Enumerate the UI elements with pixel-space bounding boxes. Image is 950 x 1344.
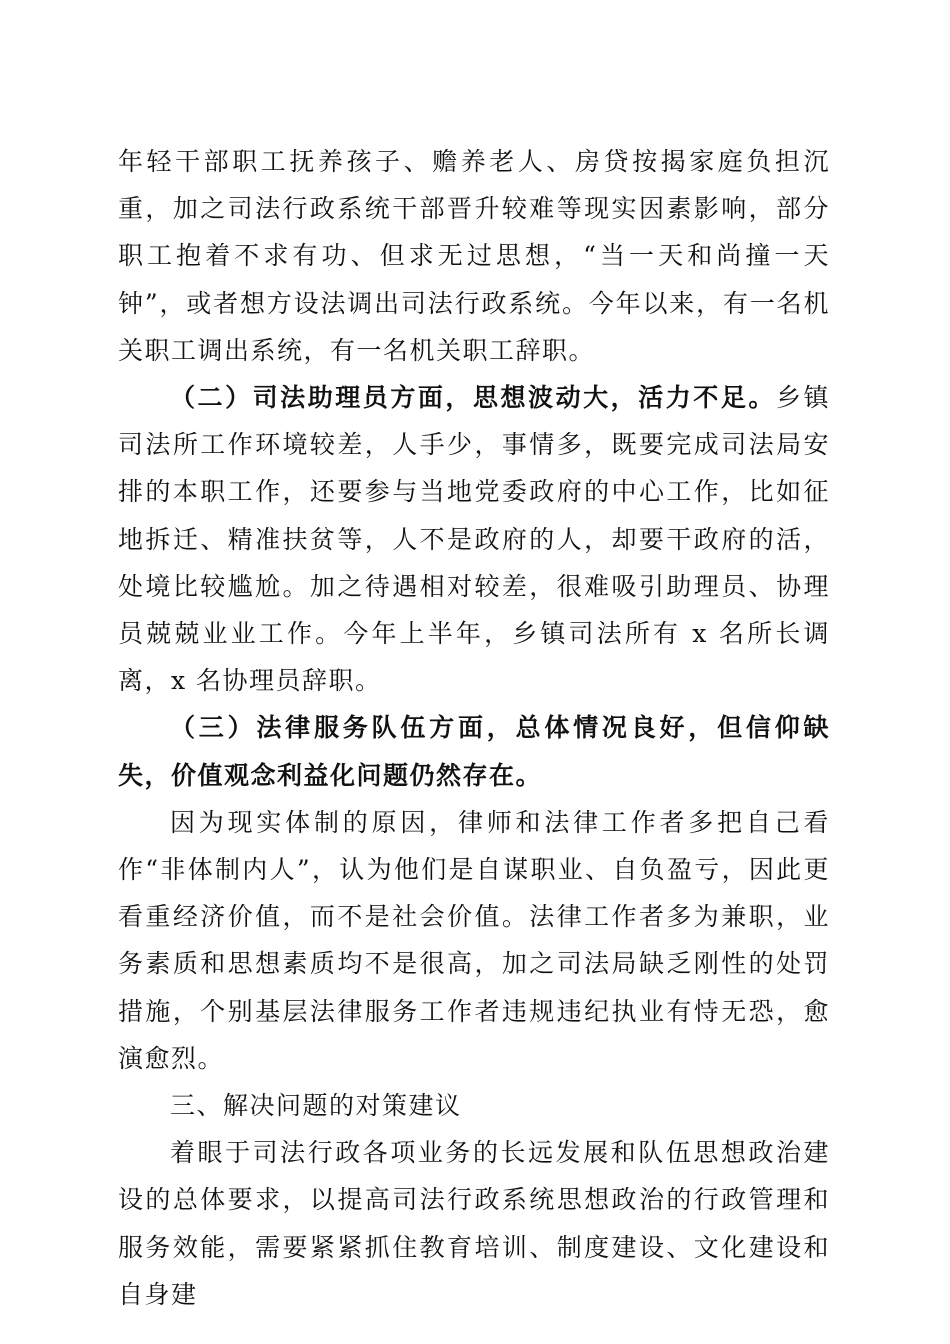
- paragraph-continuation: [118, 138, 830, 374]
- paragraph-text: 乡镇司法所工作环境较差，人手少，事情多，既要完成司法局安排的本职工作，还要参与当地党委政府的中心工作，比如征地拆迁、精准扶贫等，人不是政府的人，却要干政府的活，处境比较尴尬。加之待遇相对较差，很难吸引助理员、协理员兢兢业业工作。今年上半年，乡镇司法所有 x 名所长调离，x 名协理员辞职。: [118, 383, 830, 696]
- section-subheading-legal-services: [118, 704, 830, 798]
- paragraph-countermeasures: [118, 1129, 830, 1318]
- document-body: [118, 138, 830, 1318]
- paragraph-judicial-assistants: [118, 374, 830, 704]
- paragraph-text: （三）法律服务队伍方面，总体情况良好，但信仰缺失，价值观念利益化问题仍然存在。: [118, 713, 830, 790]
- paragraph-text: 着眼于司法行政各项业务的长远发展和队伍思想政治建设的总体要求，以提高司法行政系统思想政治的行政管理和服务效能，需要紧紧抓住教育培训、制度建设、文化建设和自身建: [118, 1138, 830, 1309]
- section-heading-countermeasures: [118, 1082, 830, 1129]
- paragraph-lawyers: [118, 799, 830, 1082]
- paragraph-text: 因为现实体制的原因，律师和法律工作者多把自己看作“非体制内人”，认为他们是自谋职业、自负盈亏，因此更看重经济价值，而不是社会价值。法律工作者多为兼职，业务素质和思想素质均不是很高，加之司法局缺乏刚性的处罚措施，个别基层法律服务工作者违规违纪执业有恃无恐，愈演愈烈。: [118, 807, 830, 1073]
- paragraph-text: 年轻干部职工抚养孩子、赡养老人、房贷按揭家庭负担沉重，加之司法行政系统干部晋升较难等现实因素影响，部分职工抱着不求有功、但求无过思想，“当一天和尚撞一天钟”，或者想方设法调出司法行政系统。今年以来，有一名机关职工调出系统，有一名机关职工辞职。: [118, 147, 830, 365]
- section-subheading: （二）司法助理员方面，思想波动大，活力不足。: [170, 383, 776, 413]
- heading-text: 三、解决问题的对策建议: [170, 1091, 462, 1121]
